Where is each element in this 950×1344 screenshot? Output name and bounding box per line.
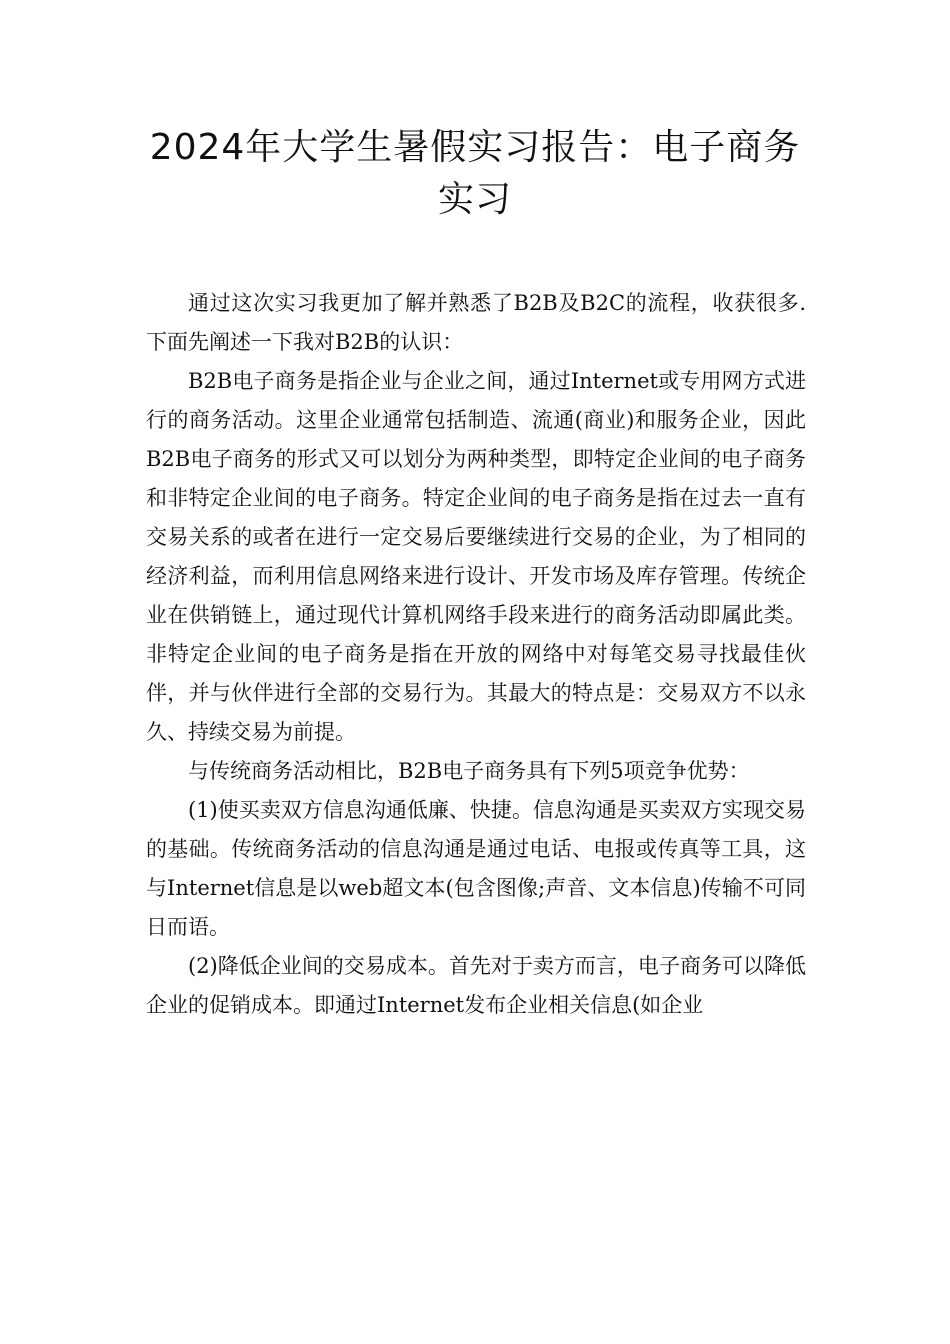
paragraph-b2b-definition: B2B电子商务是指企业与企业之间，通过Internet或专用网方式进行的商务活动。这里企业通常包括制造、流通(商业)和服务企业，因此B2B电子商务的形式又可以划分为两种类型，即特定企业间的电子商务和非特定企业间的电子商务。特定企业间的电子商务是指在过去一直有交易关系的或者在进行一定交易后要继续进行交易的企业，为了相同的经济利益，而利用信息网络来进行设计、开发市场及库存管理。传统企业在供销链上，通过现代计算机网络手段来进行的商务活动即属此类。非特定企业间的电子商务是指在开放的网络中对每笔交易寻找最佳伙伴，并与伙伴进行全部的交易行为。其最大的特点是：交易双方不以永久、持续交易为前提。 [146,369,806,744]
paragraph-advantages-lead: 与传统商务活动相比，B2B电子商务具有下列5项竞争优势： [188,759,750,783]
paragraph-intro: 通过这次实习我更加了解并熟悉了B2B及B2C的流程，收获很多.下面先阐述一下我对B2B的认识： [146,291,806,354]
paragraph-advantage-2: (2)降低企业间的交易成本。首先对于卖方而言，电子商务可以降低企业的促销成本。即通过Internet发布企业相关信息(如企业 [146,954,806,1017]
document-body [146,284,806,1025]
document-title: 2024年大学生暑假实习报告：电子商务实习 [149,127,801,220]
paragraph-advantage-1: (1)使买卖双方信息沟通低廉、快捷。信息沟通是买卖双方实现交易的基础。传统商务活动的信息沟通是通过电话、电报或传真等工具，这与Internet信息是以web超文本(包含图像;声音、文本信息)传输不可同日而语。 [146,798,806,939]
